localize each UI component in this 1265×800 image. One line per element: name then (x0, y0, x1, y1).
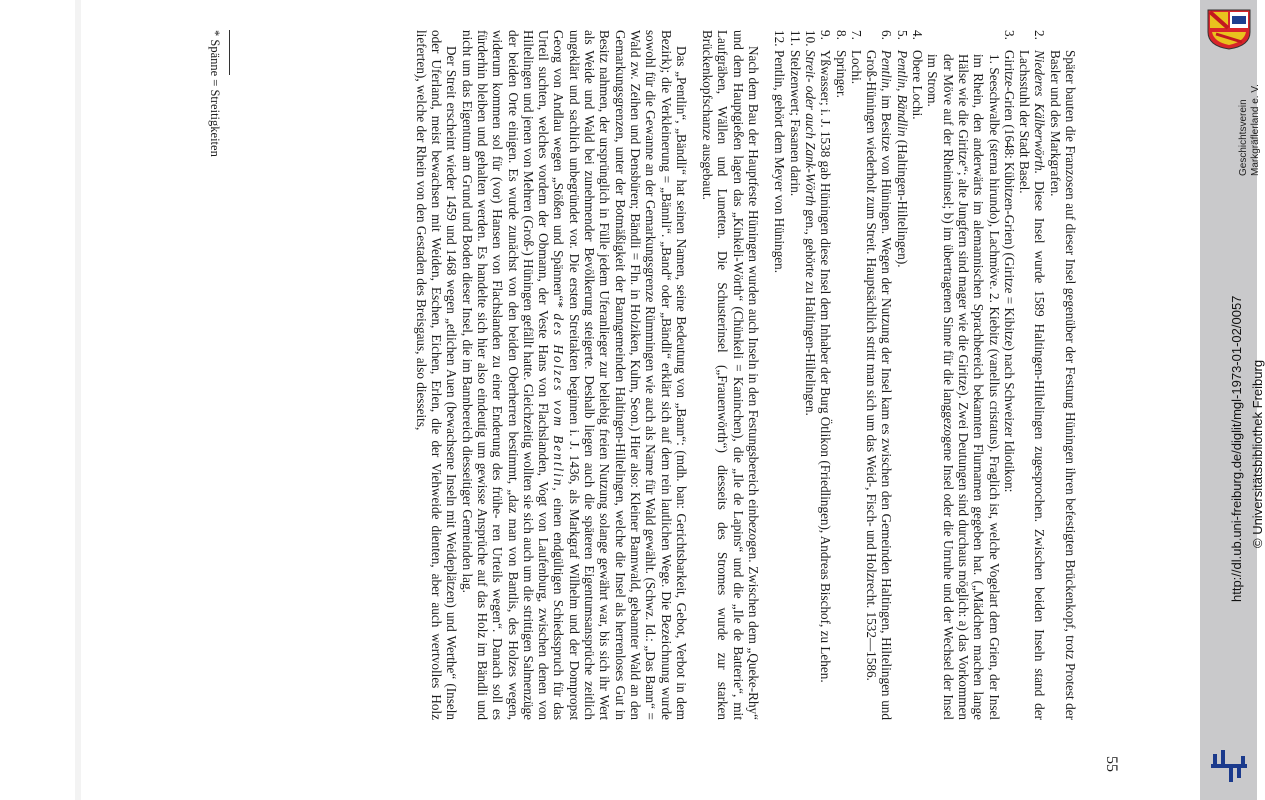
paragraph-streit: Der Streit erscheint wieder 1459 und 1468 wegen „etlichen Auen (bewachsene Inseln mit Weideplätzen) und Werthe“ (Inseln oder Uferland, meist bewachsen mit Weiden, Eschen, Eichen, Erlen, die der Viehweide dienten, aber auch wertvolles Holz lieferten), welche der Rhein von den Gestaden des Breisgaus, also diesseits, (413, 30, 460, 720)
list-item: 6. Pentlin, im Besitze von Hüningen. Wegen der Nutzung der Insel kam es zwischen den Gemeinden Haltingen, Hiltelingen und Groß-Hüningen wiederholt zum Streit. Hauptsächlich stritt man sich um das Weid-, Fisch- und Holzrecht. 1532—1586. (864, 30, 895, 720)
rotated-text-block (80, 30, 1120, 790)
emphasis-phrase: des Holzes vom Bentlin, (551, 313, 567, 493)
island-list-b (772, 30, 925, 720)
list-item: 8. Springer. (833, 30, 849, 98)
paragraph-fortress: Nach dem Bau der Hauptfeste Hüningen wurden auch Inseln in den Festungsbereich einbezogen. Zwischen dem „Queke-Rhy“ und dem Hauptgießen lagen das „Kinkeli-Wörth“ (Chünkeli = Kaninchen), die „Ile de Lapins“ und die „Ile de Batterie“, mit Laufgräben, Wällen und Lunetten. Die Schusterinsel („Frauenwörth“) diesseits des Stromes wurde zur starken Brückenkopfschanze ausgebaut. (700, 30, 762, 720)
list-item: 7. Lochi. (848, 30, 864, 85)
copyright-notice: © Universitätsbibliothek Freiburg (1250, 359, 1265, 548)
university-library-logo-icon (1209, 748, 1249, 784)
coat-of-arms-icon (1206, 8, 1252, 50)
island-list-a (1002, 30, 1078, 720)
society-name-line2: Markgräflerland e. V. (1250, 84, 1261, 176)
paragraph-pentlin: Das „Pentlin“, „Bändli“ hat seinen Namen, seine Bedeutung von „Bann“: (mdh. ban: Gerichtsbarkeit, Gebot, Verbot in dem Bezirk); die Verkleinerung = „Bännli“. „Band“ oder „Bändli“ erklärt sich auf dem rein lautlichen Wege. Die Bezeichnung wurde sowohl für die Gewanne an der Gemarkungsgrenze Rümmingen wie auch als Name für Wald gewählt. (Schwz. Id.: „Das Bann“ = Wald zw. Zeihen und Densbüren; Bändli = Fln. in Holziken, Kulm, Seon.) Hier also: Kleiner Bannwald, gebannter Wald an den Gemarkungsgrenzen, unter der Botmäßigkeit der Banngemeinden Haltingen-Hiltelingen, welche die Insel als herrenloses Gut in Besitz nahmen, der ursprünglich in Fülle jedem Uferanlieger zur beliebig freien Nutzung solange gewährt war, bis sich ihr Wert als Weide und Wald bei zunehmender Bevölkerung steigerte. Deshalb liegen auch die späteren Eigentumsansprüche zeitlich ungeklärt und sachlich unbegründet vor. Die ersten Streitakten beginnen i. J. 1436, als Markgraf Wilhelm und der Dompropst Georg von Andlau wegen „Stößen und Spännen“* des Holzes vom Bentlin, einen endgültigen Schiedsspruch für das Urteil suchten, welches vordem der Obmann, der Veste Hans von Flachslanden, Vogt von Laufenburg, zwischen denen von Hiltelingen und jenen von Mehren (Groß-) Hüningen gefällt hatte. Gleichzeitig wollten sie sich auch um die strittigen Salmenzüge der beiden Orte einigen. Es wurde zunächst von den beiden Oberherren bestimmt, „daz man von Bantlis, des Holzes wegen, widerum kommen sol für (vor) Hansen von Flachslanden zu einer Enderung des frühe- ren Urteils wegen“. Danach soll es fürderhin bleiben und gehalten werden. Es handelte sich hier also eindeutig um gewisse Ansprüche auf das Holz im Bändli und nicht um das Eigentum am Grund und Boden dieser Insel, die im Bannbereich diesseitiger Gemeinden lag. (459, 30, 689, 721)
body-text (414, 30, 1078, 720)
list-item: 2. Niederes Kälberwörth. Diese Insel wurde 1589 Haltingen-Hiltelingen zugesprochen. Zwischen beiden Inseln stand der Lachsstuhl der Stadt Basel. (1017, 30, 1048, 720)
list-item: 11. Stelzenwert; Fasanen darin. (787, 30, 803, 197)
source-url-link[interactable]: http://dl.ub.uni-freiburg.de/diglit/mgl-1973-01-02/0057 (1229, 295, 1244, 602)
footnote: * Spänne = Streitigkeiten (207, 30, 230, 720)
footnote-rule (229, 30, 230, 75)
list-item: 5. Pentlin, Bändlin (Haltingen-Hiltelingen). (894, 30, 910, 268)
list-item: 12. Pentlin, gehört dem Meyer von Hüningen. (772, 30, 788, 274)
list-item: Später bauten die Franzosen auf dieser Insel gegenüber der Festung Hüningen ihren befestigten Brückenkopf, trotz Protest der Basler und des Markgrafen. (1047, 50, 1078, 720)
list-item: 10. Streit- oder auch Zank-Wörth gen., gehörte zu Haltingen-Hiltelingen. (802, 30, 818, 416)
list-item: 3. Giritze-Grien (1648: Kübitzen-Grien) (Giritze = Kibitze) nach Schweizer Idiotikon: (1001, 30, 1017, 493)
list-item: 4. Obere Lochi. (910, 30, 926, 120)
list-item: 1. Seeschwalbe (sterna hirundo), Lachmöve. 2. Kiebitz (vanellus cristatus). Fraglich ist, welche Vogelart dem Grien, der Insel im Rhein, den anderwärts im alemannischen Sprachbereich bekannten Flurnamen gegeben hat. („Mädchen machen lange Hälse wie die Giritze“; alte Jungfern sind mager wie die Giritze). Zwei Deutungen sind durchaus möglich: a) das Vorkommen der Möve auf der Rheininsel; b) im übertragenen Sinne für die langgezogene Insel oder die Unruhe und der Wechsel der Insel im Strom. (925, 54, 1002, 720)
page-number: 55 (1103, 756, 1120, 772)
list-item: 9. Yßwasser; i. J. 1538 gab Hüningen diese Insel dem Inhaber der Burg Ötlikon (Friedlingen), Andreas Bischof, zu Lehen. (818, 30, 834, 683)
sub-list (925, 30, 1001, 720)
society-name-line1: Geschichtsverein (1238, 99, 1249, 176)
